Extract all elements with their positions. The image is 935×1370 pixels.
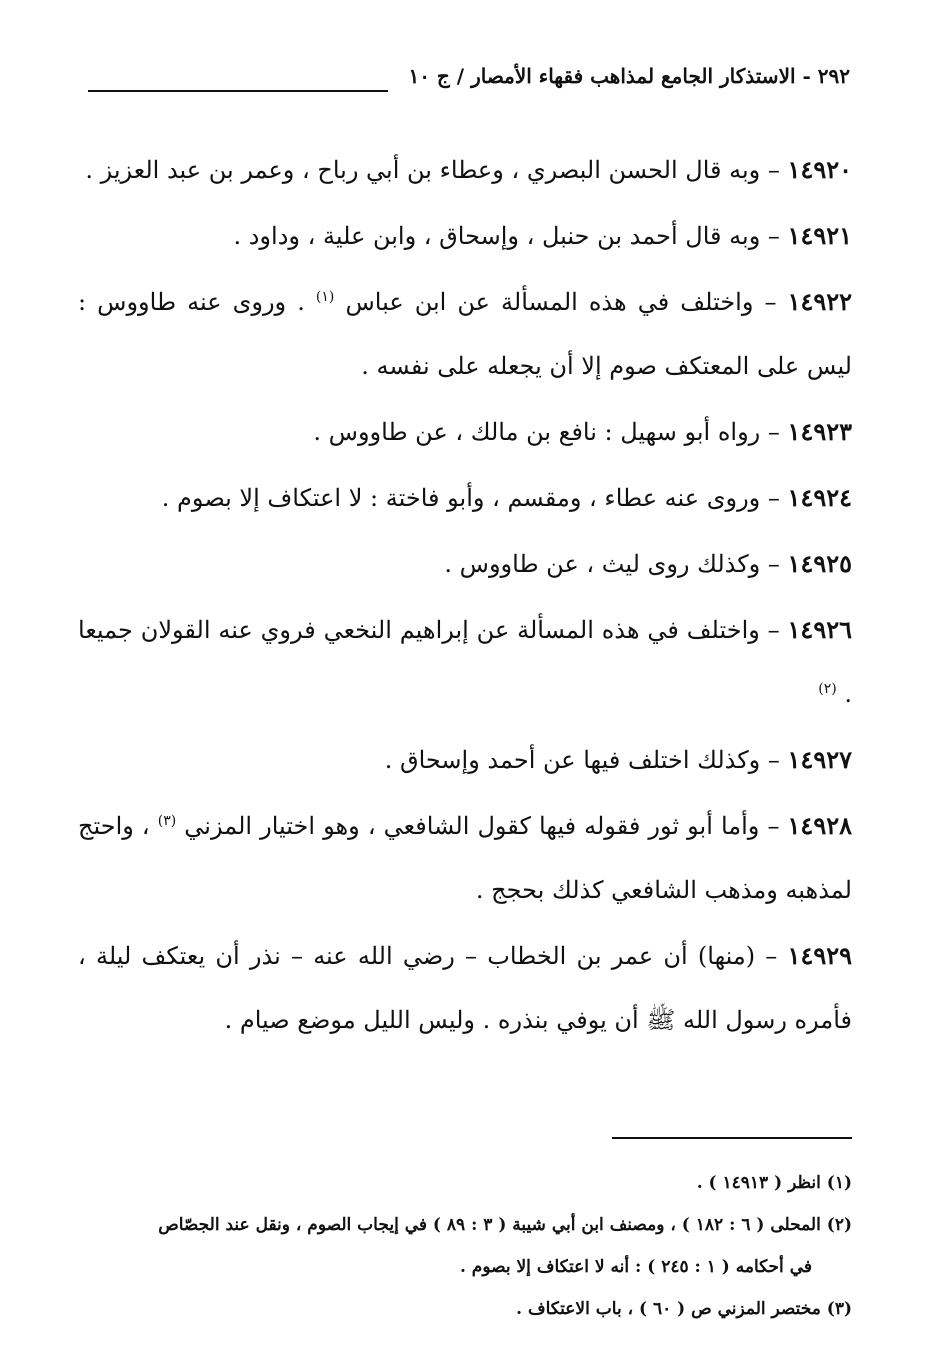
- paragraph-number: ١٤٩٢٧: [787, 745, 852, 774]
- paragraph-text: – وبه قال أحمد بن حنبل ، وإسحاق ، وابن علية ، وداود .: [233, 222, 780, 250]
- paragraph-number: ١٤٩٢٣: [787, 417, 852, 446]
- paragraph-14923: [78, 400, 852, 464]
- paragraph-text-continued: ، واحتج لمذهبه ومذهب الشافعي كذلك بحجج .: [78, 812, 852, 904]
- footnote-1: (١) انظر ( ١٤٩١٣ ) .: [696, 1173, 852, 1193]
- footnote-ref-1: (١): [315, 289, 335, 305]
- footnote-ref-3: (٣): [157, 813, 177, 829]
- main-text: [78, 138, 852, 1054]
- footnotes: [70, 1162, 852, 1330]
- footnote-2: (٢) المحلى ( ٦ : ١٨٢ ) ، ومصنف ابن أبي شيبة ( ٣ : ٨٩ ) في إيجاب الصوم ، ونقل عند الجصّاص: [158, 1215, 852, 1235]
- paragraph-text: – وروى عنه عطاء ، ومقسم ، وأبو فاختة : لا اعتكاف إلا بصوم .: [161, 484, 780, 512]
- paragraph-text: – وكذلك روى ليث ، عن طاووس .: [444, 550, 780, 578]
- paragraph-number: ١٤٩٢٢: [787, 287, 853, 316]
- paragraph-number: ١٤٩٢٥: [787, 549, 852, 578]
- paragraph-14927: [78, 728, 852, 792]
- footnote-2-continued: في أحكامه ( ١ : ٢٤٥ ) : أنه لا اعتكاف إلا بصوم .: [459, 1257, 812, 1277]
- page-header: [88, 62, 850, 102]
- paragraph-text: – وبه قال الحسن البصري ، وعطاء بن أبي رباح ، وعمر بن عبد العزيز .: [85, 156, 780, 184]
- footnote-ref-2: (٢): [818, 681, 837, 697]
- paragraph-14921: [78, 204, 852, 268]
- paragraph-text: – رواه أبو سهيل : نافع بن مالك ، عن طاووس .: [313, 418, 780, 446]
- paragraph-text: – واختلف في هذه المسألة عن ابن عباس: [345, 288, 777, 316]
- paragraph-number: ١٤٩٢٦: [787, 615, 852, 644]
- paragraph-number: ١٤٩٢١: [787, 221, 852, 250]
- paragraph-text: – وأما أبو ثور فقوله فيها كقول الشافعي ، وهو اختيار المزني: [184, 812, 780, 840]
- footnote-3: (٣) مختصر المزني ص ( ٦٠ ) ، باب الاعتكاف .: [516, 1299, 852, 1319]
- paragraph-number: ١٤٩٢٠: [787, 155, 852, 184]
- paragraph-text: – واختلف في هذه المسألة عن إبراهيم النخعي فروي عنه القولان جميعا .: [78, 616, 852, 708]
- paragraph-text: – (منها) أن عمر بن الخطاب – رضي الله عنه – نذر أن يعتكف ليلة ، فأمره رسول الله ﷺ أن يوفي بنذره . وليس الليل موضع صيام .: [78, 942, 852, 1034]
- running-title: ٢٩٢ - الاستذكار الجامع لمذاهب فقهاء الأمصار / ج ١٠: [408, 64, 850, 88]
- paragraph-14922: [78, 270, 852, 398]
- paragraph-14929: [78, 924, 852, 1052]
- footnote-separator: [612, 1137, 852, 1139]
- paragraph-14920: [78, 138, 852, 202]
- paragraph-14928: [78, 794, 852, 922]
- paragraph-14924: [78, 466, 852, 530]
- paragraph-number: ١٤٩٢٩: [787, 941, 852, 970]
- header-rule: [88, 90, 388, 92]
- paragraph-text-continued: . وروى عنه طاووس : ليس على المعتكف صوم إلا أن يجعله على نفسه .: [78, 288, 852, 380]
- paragraph-number: ١٤٩٢٤: [787, 483, 852, 512]
- paragraph-text: – وكذلك اختلف فيها عن أحمد وإسحاق .: [384, 746, 780, 774]
- paragraph-number: ١٤٩٢٨: [787, 811, 852, 840]
- paragraph-14925: [78, 532, 852, 596]
- paragraph-14926: [78, 598, 852, 726]
